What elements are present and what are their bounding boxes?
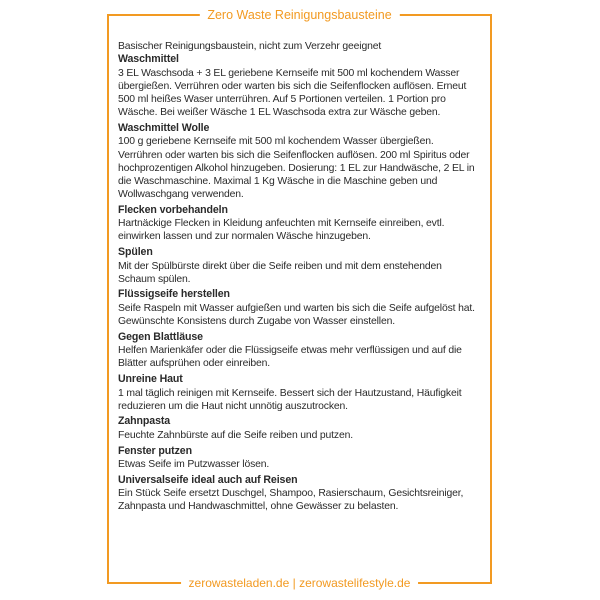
section-flecken-vorbehandeln bbox=[118, 204, 478, 244]
section-heading: Universalseife ideal auch auf Reisen bbox=[118, 473, 298, 486]
section-fluessigseife bbox=[118, 288, 478, 328]
section-fenster-putzen bbox=[118, 445, 478, 472]
section-heading: Flecken vorbehandeln bbox=[118, 203, 228, 216]
section-text: 1 mal täglich reinigen mit Kernseife. Bessert sich der Hautzustand, Häufigkeit reduzieren um die Haut nicht unnötig auszutrocken. bbox=[118, 387, 462, 412]
label-frame bbox=[107, 8, 492, 590]
intro-text: Basischer Reinigungsbaustein, nicht zum Verzehr geeignet bbox=[118, 41, 382, 52]
section-heading: Flüssigseife herstellen bbox=[118, 288, 230, 301]
section-heading: Spülen bbox=[118, 246, 153, 259]
section-heading: Waschmittel bbox=[118, 53, 179, 66]
section-text: 3 EL Waschsoda + 3 EL geriebene Kernseife mit 500 ml kochendem Wasser übergießen. Verrühren oder warten bis sich die Seifenflocken auflösen. Erneut 500 ml heißes Waser unterrühren. Auf 5 Portionen verteilen. 1 Portion pro Wäsche. Bei weißer Wäsche 1 EL Waschsoda extra zur Wäsche geben. bbox=[118, 67, 467, 119]
section-text: Hartnäckige Flecken in Kleidung anfeuchten mit Kernseife einreiben, evtl. einwirken lassen und zur normalen Wäsche hinzugeben. bbox=[118, 218, 445, 243]
footer-links: zerowasteladen.de | zerowastelifestyle.de bbox=[181, 575, 419, 591]
label-title: Zero Waste Reinigungsbausteine bbox=[199, 7, 399, 23]
section-waschmittel-wolle bbox=[118, 122, 478, 201]
section-universalseife bbox=[118, 474, 478, 514]
section-heading: Unreine Haut bbox=[118, 373, 183, 386]
section-text: Feuchte Zahnbürste auf die Seife reiben und putzen. bbox=[118, 429, 353, 441]
section-heading: Zahnpasta bbox=[118, 415, 171, 428]
section-text: Helfen Marienkäfer oder die Flüssigseife etwas mehr verflüssigen und auf die Blätter aufsprühen oder einreiben. bbox=[118, 345, 462, 370]
section-zahnpasta bbox=[118, 415, 478, 442]
section-heading: Fenster putzen bbox=[118, 444, 192, 457]
section-waschmittel bbox=[118, 53, 478, 119]
section-unreine-haut bbox=[118, 373, 478, 413]
section-text: Etwas Seife im Putzwasser lösen. bbox=[118, 458, 270, 470]
section-heading: Gegen Blattläuse bbox=[118, 330, 203, 343]
section-spuelen bbox=[118, 246, 478, 286]
section-heading: Waschmittel Wolle bbox=[118, 121, 210, 134]
section-text: Seife Raspeln mit Wasser aufgießen und warten bis sich die Seife aufgelöst hat. Gewünschte Konsistens durch Zugabe von Wasser einstellen. bbox=[118, 302, 475, 328]
section-text: 100 g geriebene Kernseife mit 500 ml kochendem Wasser übergießen. Verrühren oder warten bis sich die Seifenflocken auflösen. 200 ml Spiritus oder hochprozentigen Alkohol hinzugeben. Dosierung: 1 EL zur Handwäsche, 2 EL in die Waschmaschine. Maximal 1 Kg Wäsche in die Maschine geben und Wollwaschgang verwenden. bbox=[118, 136, 475, 201]
section-text: Ein Stück Seife ersetzt Duschgel, Shampoo, Rasierschaum, Gesichtsreiniger, Zahnpasta und Handwaschmittel, ohne Gewässer zu belasten. bbox=[118, 488, 464, 513]
section-blattlaeuse bbox=[118, 331, 478, 371]
section-text: Mit der Spülbürste direkt über die Seife reiben und mit dem enstehenden Schaum spülen. bbox=[118, 260, 442, 285]
label-content bbox=[118, 40, 478, 516]
